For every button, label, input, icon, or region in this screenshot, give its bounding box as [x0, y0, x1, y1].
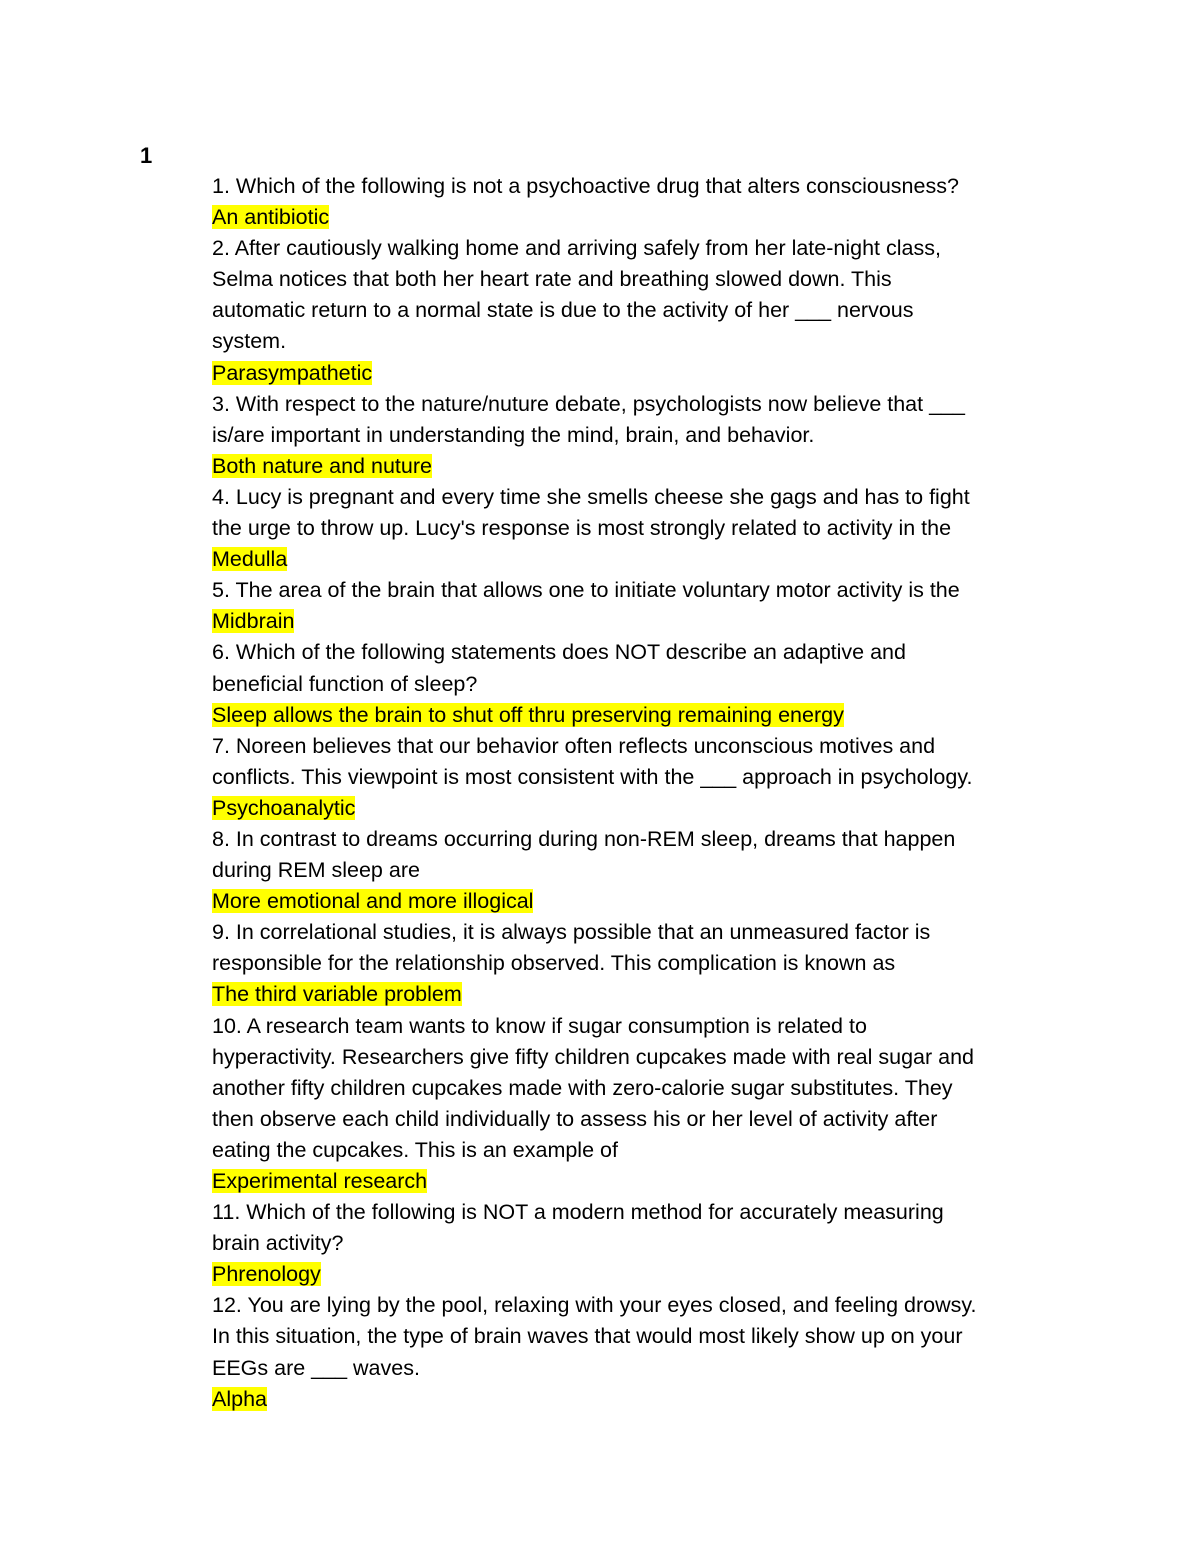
answer-line	[212, 358, 1062, 389]
question-text-line: responsible for the relationship observed. This complication is known as	[212, 951, 896, 976]
highlighted-answer: An antibiotic	[212, 205, 330, 230]
answer-line	[212, 202, 1062, 233]
answer-line	[212, 700, 1062, 731]
answer-line	[212, 793, 1062, 824]
answer-line	[212, 1259, 1062, 1290]
answer-line	[212, 1384, 1062, 1415]
question-item	[212, 1197, 1062, 1290]
question-text-line: is/are important in understanding the mind, brain, and behavior.	[212, 422, 815, 447]
question-item	[212, 482, 1062, 575]
highlighted-answer: Both nature and nuture	[212, 453, 432, 478]
question-text-line: beneficial function of sleep?	[212, 671, 478, 696]
question-item	[212, 233, 1062, 388]
question-text-line: EEGs are ___ waves.	[212, 1355, 420, 1380]
question-text-line: 6. Which of the following statements does NOT describe an adaptive and	[212, 640, 906, 665]
question-item	[212, 171, 1062, 233]
question-item	[212, 824, 1062, 917]
question-text-line: conflicts. This viewpoint is most consistent with the ___ approach in psychology.	[212, 764, 973, 789]
question-text-line: 7. Noreen believes that our behavior often reflects unconscious motives and	[212, 733, 936, 758]
highlighted-answer: Psychoanalytic	[212, 795, 356, 820]
question-text-line: 11. Which of the following is NOT a modern method for accurately measuring	[212, 1200, 944, 1225]
question-list	[212, 171, 1062, 1415]
question-text-line: 1. Which of the following is not a psychoactive drug that alters consciousness?	[212, 174, 959, 198]
question-item	[212, 917, 1062, 1010]
highlighted-answer: Phrenology	[212, 1262, 321, 1287]
question-item	[212, 637, 1062, 730]
question-text-line: hyperactivity. Researchers give fifty children cupcakes made with real sugar and	[212, 1044, 975, 1069]
highlighted-answer: More emotional and more illogical	[212, 889, 534, 914]
question-text-line: automatic return to a normal state is due to the activity of her ___ nervous	[212, 298, 914, 323]
highlighted-answer: Experimental research	[212, 1169, 428, 1193]
question-item	[212, 1011, 1062, 1198]
question-item	[212, 389, 1062, 482]
question-item	[212, 731, 1062, 824]
highlighted-answer: Midbrain	[212, 609, 295, 634]
question-item	[212, 575, 1062, 637]
highlighted-answer: Parasympathetic	[212, 360, 373, 385]
answer-line	[212, 1166, 1062, 1197]
question-text-line: during REM sleep are	[212, 858, 420, 883]
question-text-line: 4. Lucy is pregnant and every time she smells cheese she gags and has to fight	[212, 484, 970, 509]
highlighted-answer: Alpha	[212, 1386, 267, 1411]
question-text-line: 3. With respect to the nature/nuture debate, psychologists now believe that ___	[212, 391, 965, 416]
answer-line	[212, 544, 1062, 575]
highlighted-answer: The third variable problem	[212, 982, 462, 1007]
question-text-line: 2. After cautiously walking home and arriving safely from her late-night class,	[212, 236, 941, 261]
answer-line	[212, 606, 1062, 637]
highlighted-answer: Medulla	[212, 547, 288, 572]
question-text-line: the urge to throw up. Lucy's response is most strongly related to activity in the	[212, 516, 952, 541]
answer-line	[212, 886, 1062, 917]
page-number: 1	[140, 143, 153, 168]
question-text-line: 12. You are lying by the pool, relaxing with your eyes closed, and feeling drowsy.	[212, 1293, 977, 1318]
question-text-line: system.	[212, 329, 287, 354]
answer-line	[212, 979, 1062, 1010]
question-text-line: 9. In correlational studies, it is always possible that an unmeasured factor is	[212, 920, 931, 945]
answer-line	[212, 451, 1062, 482]
question-text-line: Selma notices that both her heart rate and breathing slowed down. This	[212, 267, 892, 292]
question-text-line: 8. In contrast to dreams occurring during non-REM sleep, dreams that happen	[212, 826, 956, 851]
question-text-line: then observe each child individually to assess his or her level of activity after	[212, 1106, 938, 1131]
highlighted-answer: Sleep allows the brain to shut off thru preserving remaining energy	[212, 702, 844, 727]
question-text-line: 5. The area of the brain that allows one to initiate voluntary motor activity is the	[212, 578, 960, 603]
question-text-line: 10. A research team wants to know if sugar consumption is related to	[212, 1013, 867, 1038]
question-text-line: brain activity?	[212, 1231, 344, 1256]
question-text-line: another fifty children cupcakes made with zero-calorie sugar substitutes. They	[212, 1075, 953, 1100]
question-text-line: In this situation, the type of brain waves that would most likely show up on your	[212, 1324, 963, 1349]
question-item	[212, 1290, 1062, 1414]
question-text-line: eating the cupcakes. This is an example of	[212, 1137, 618, 1162]
